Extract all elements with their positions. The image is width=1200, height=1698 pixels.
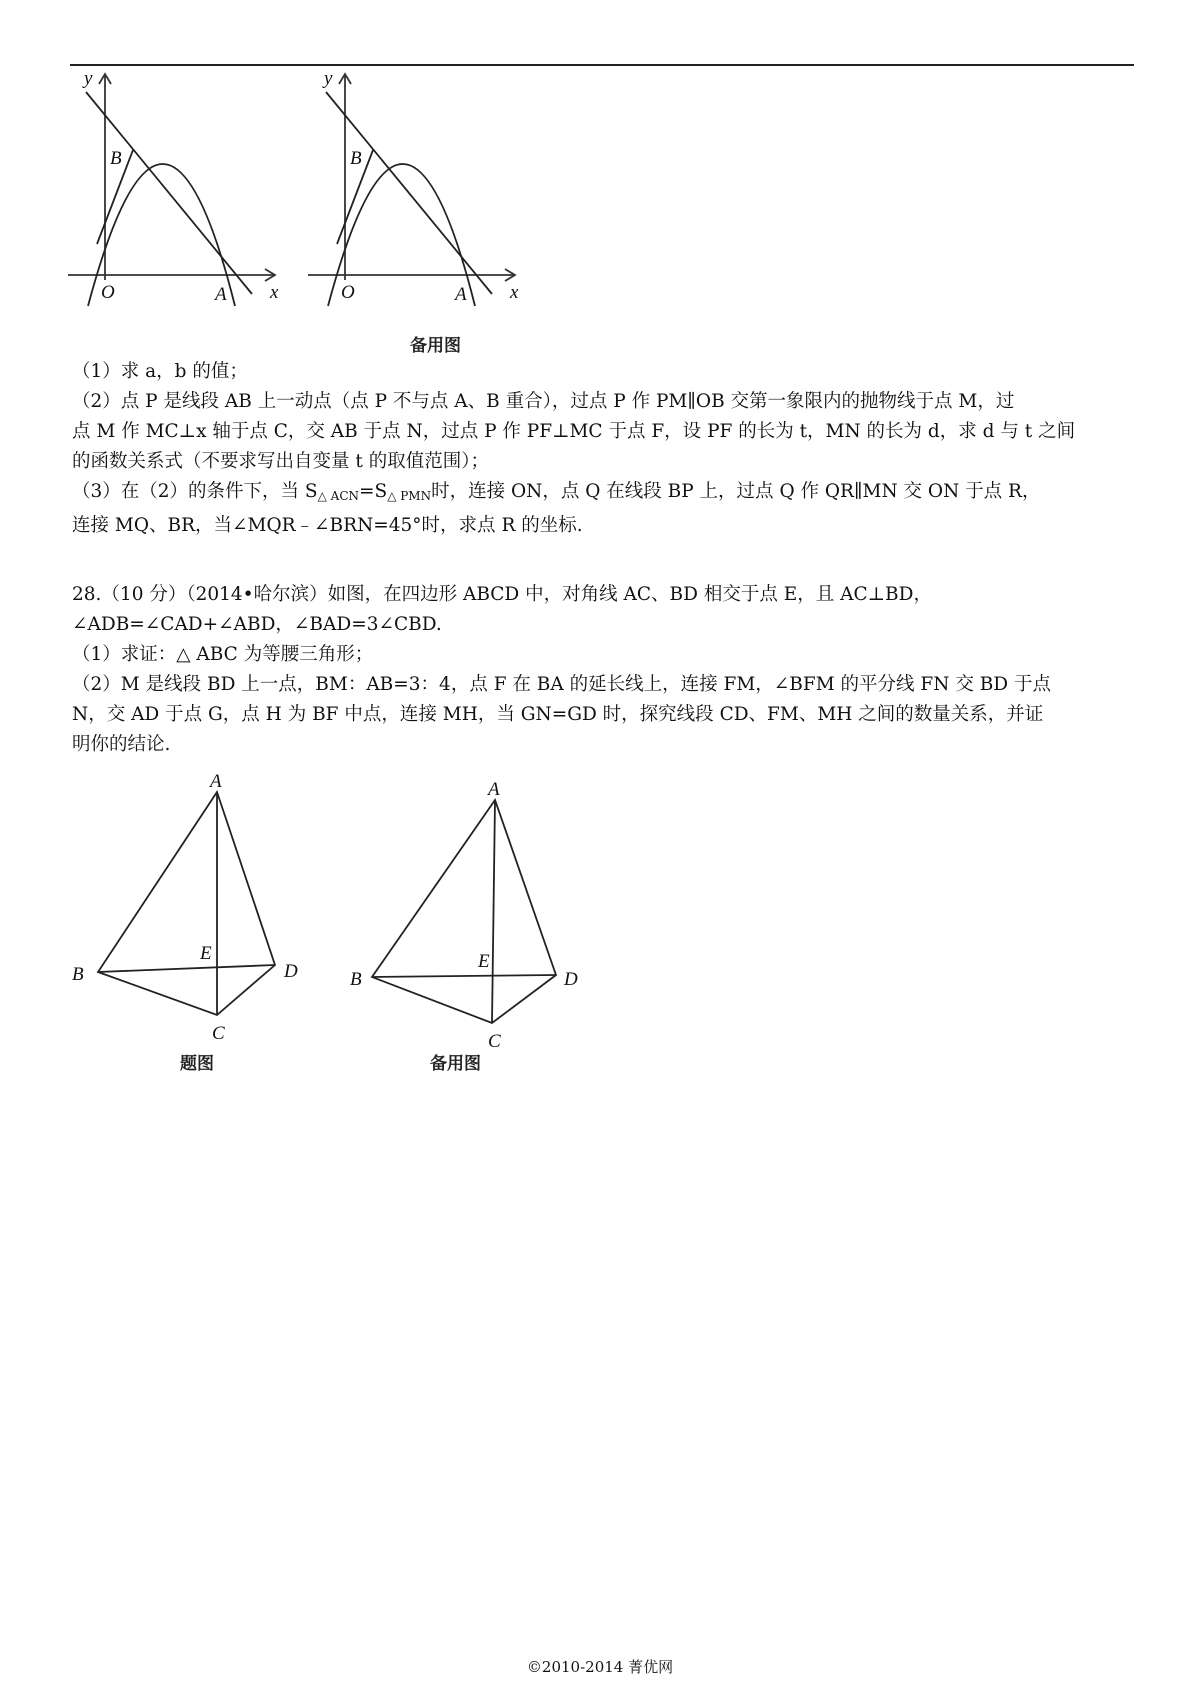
q28-line1: 28.（10 分）（2014•哈尔滨）如图，在四边形 ABCD 中，对角线 AC、BD 相交于点 E，且 AC⊥BD， [72, 584, 932, 605]
point-o-label: O [101, 282, 115, 303]
q28-part2-line2: N，交 AD 于点 G，点 H 为 BF 中点，连接 MH，当 GN=GD 时，探究线段 CD、FM、MH 之间的数量关系，并证 [72, 704, 1044, 725]
point-b-label: B [350, 148, 362, 169]
parabola-backup-figure [300, 70, 540, 330]
point-a-label: A [455, 284, 467, 305]
q27-part1: （1）求 a，b 的值； [72, 361, 248, 382]
point-e-label: E [200, 943, 212, 964]
figure-caption: 题图 [180, 1054, 214, 1074]
point-d-label: D [564, 969, 578, 990]
point-o-label: O [341, 282, 355, 303]
parabola-figure [60, 70, 300, 330]
q27-part2-line1: （2）点 P 是线段 AB 上一动点（点 P 不与点 A、B 重合），过点 P 作 PM∥OB 交第一象限内的抛物线于点 M，过 [72, 391, 1015, 412]
axis-x-label: x [510, 282, 519, 303]
point-a-label: A [215, 284, 227, 305]
point-b-label: B [110, 148, 122, 169]
q28-part1: （1）求证：△ ABC 为等腰三角形； [72, 644, 374, 665]
diagonal-bd [98, 965, 275, 972]
question-28 [72, 580, 1142, 760]
header-rule [70, 64, 1134, 66]
quadrilateral-backup-figure [340, 779, 600, 1055]
q28-part2-line3: 明你的结论. [72, 734, 171, 755]
footer-copyright: ©2010-2014 菁优网 [526, 1658, 674, 1676]
q28-line2: ∠ADB=∠CAD+∠ABD，∠BAD=3∠CBD. [72, 614, 442, 635]
figure-caption: 备用图 [410, 336, 461, 356]
line-ab [326, 92, 492, 294]
figure-caption: 备用图 [430, 1054, 481, 1074]
diagonal-ac [492, 800, 495, 1023]
diagonal-bd [372, 975, 556, 977]
q27-part2-line2: 点 M 作 MC⊥x 轴于点 C，交 AB 于点 N，过点 P 作 PF⊥MC 于点 F，设 PF 的长为 t，MN 的长为 d，求 d 与 t 之间 [72, 421, 1076, 442]
q28-part2-line1: （2）M 是线段 BD 上一点，BM：AB=3：4，点 F 在 BA 的延长线上，连接 FM，∠BFM 的平分线 FN 交 BD 于点 [72, 674, 1052, 695]
axis-y-label: y [84, 68, 93, 89]
axis-x-label: x [270, 282, 279, 303]
q27-part2-line3: 的函数关系式（不要求写出自变量 t 的取值范围）； [72, 451, 489, 472]
point-e-label: E [478, 951, 490, 972]
line-ab [86, 92, 252, 294]
point-c-label: C [212, 1023, 225, 1044]
point-a-label: A [210, 771, 222, 792]
q27-part3-line2: 连接 MQ、BR，当∠MQR﹣∠BRN=45°时，求点 R 的坐标. [72, 515, 583, 536]
question-27-parts [72, 357, 1142, 541]
point-d-label: D [284, 961, 298, 982]
quadrilateral-figure [60, 771, 320, 1045]
point-b-label: B [72, 964, 84, 985]
point-a-label: A [488, 779, 500, 800]
point-c-label: C [488, 1031, 501, 1052]
point-b-label: B [350, 969, 362, 990]
axis-y-label: y [324, 68, 333, 89]
quadrilateral-abcd [372, 800, 556, 1023]
quadrilateral-abcd [98, 792, 275, 1015]
q27-part3-line1: （3）在（2）的条件下，当 $S_{\triangle ACN}=S_{\triangle PMN}$时，连接 ON，点 Q 在线段 BP 上，过点 Q 作 QR∥MN 交 ON 于点 R， [72, 481, 1041, 503]
